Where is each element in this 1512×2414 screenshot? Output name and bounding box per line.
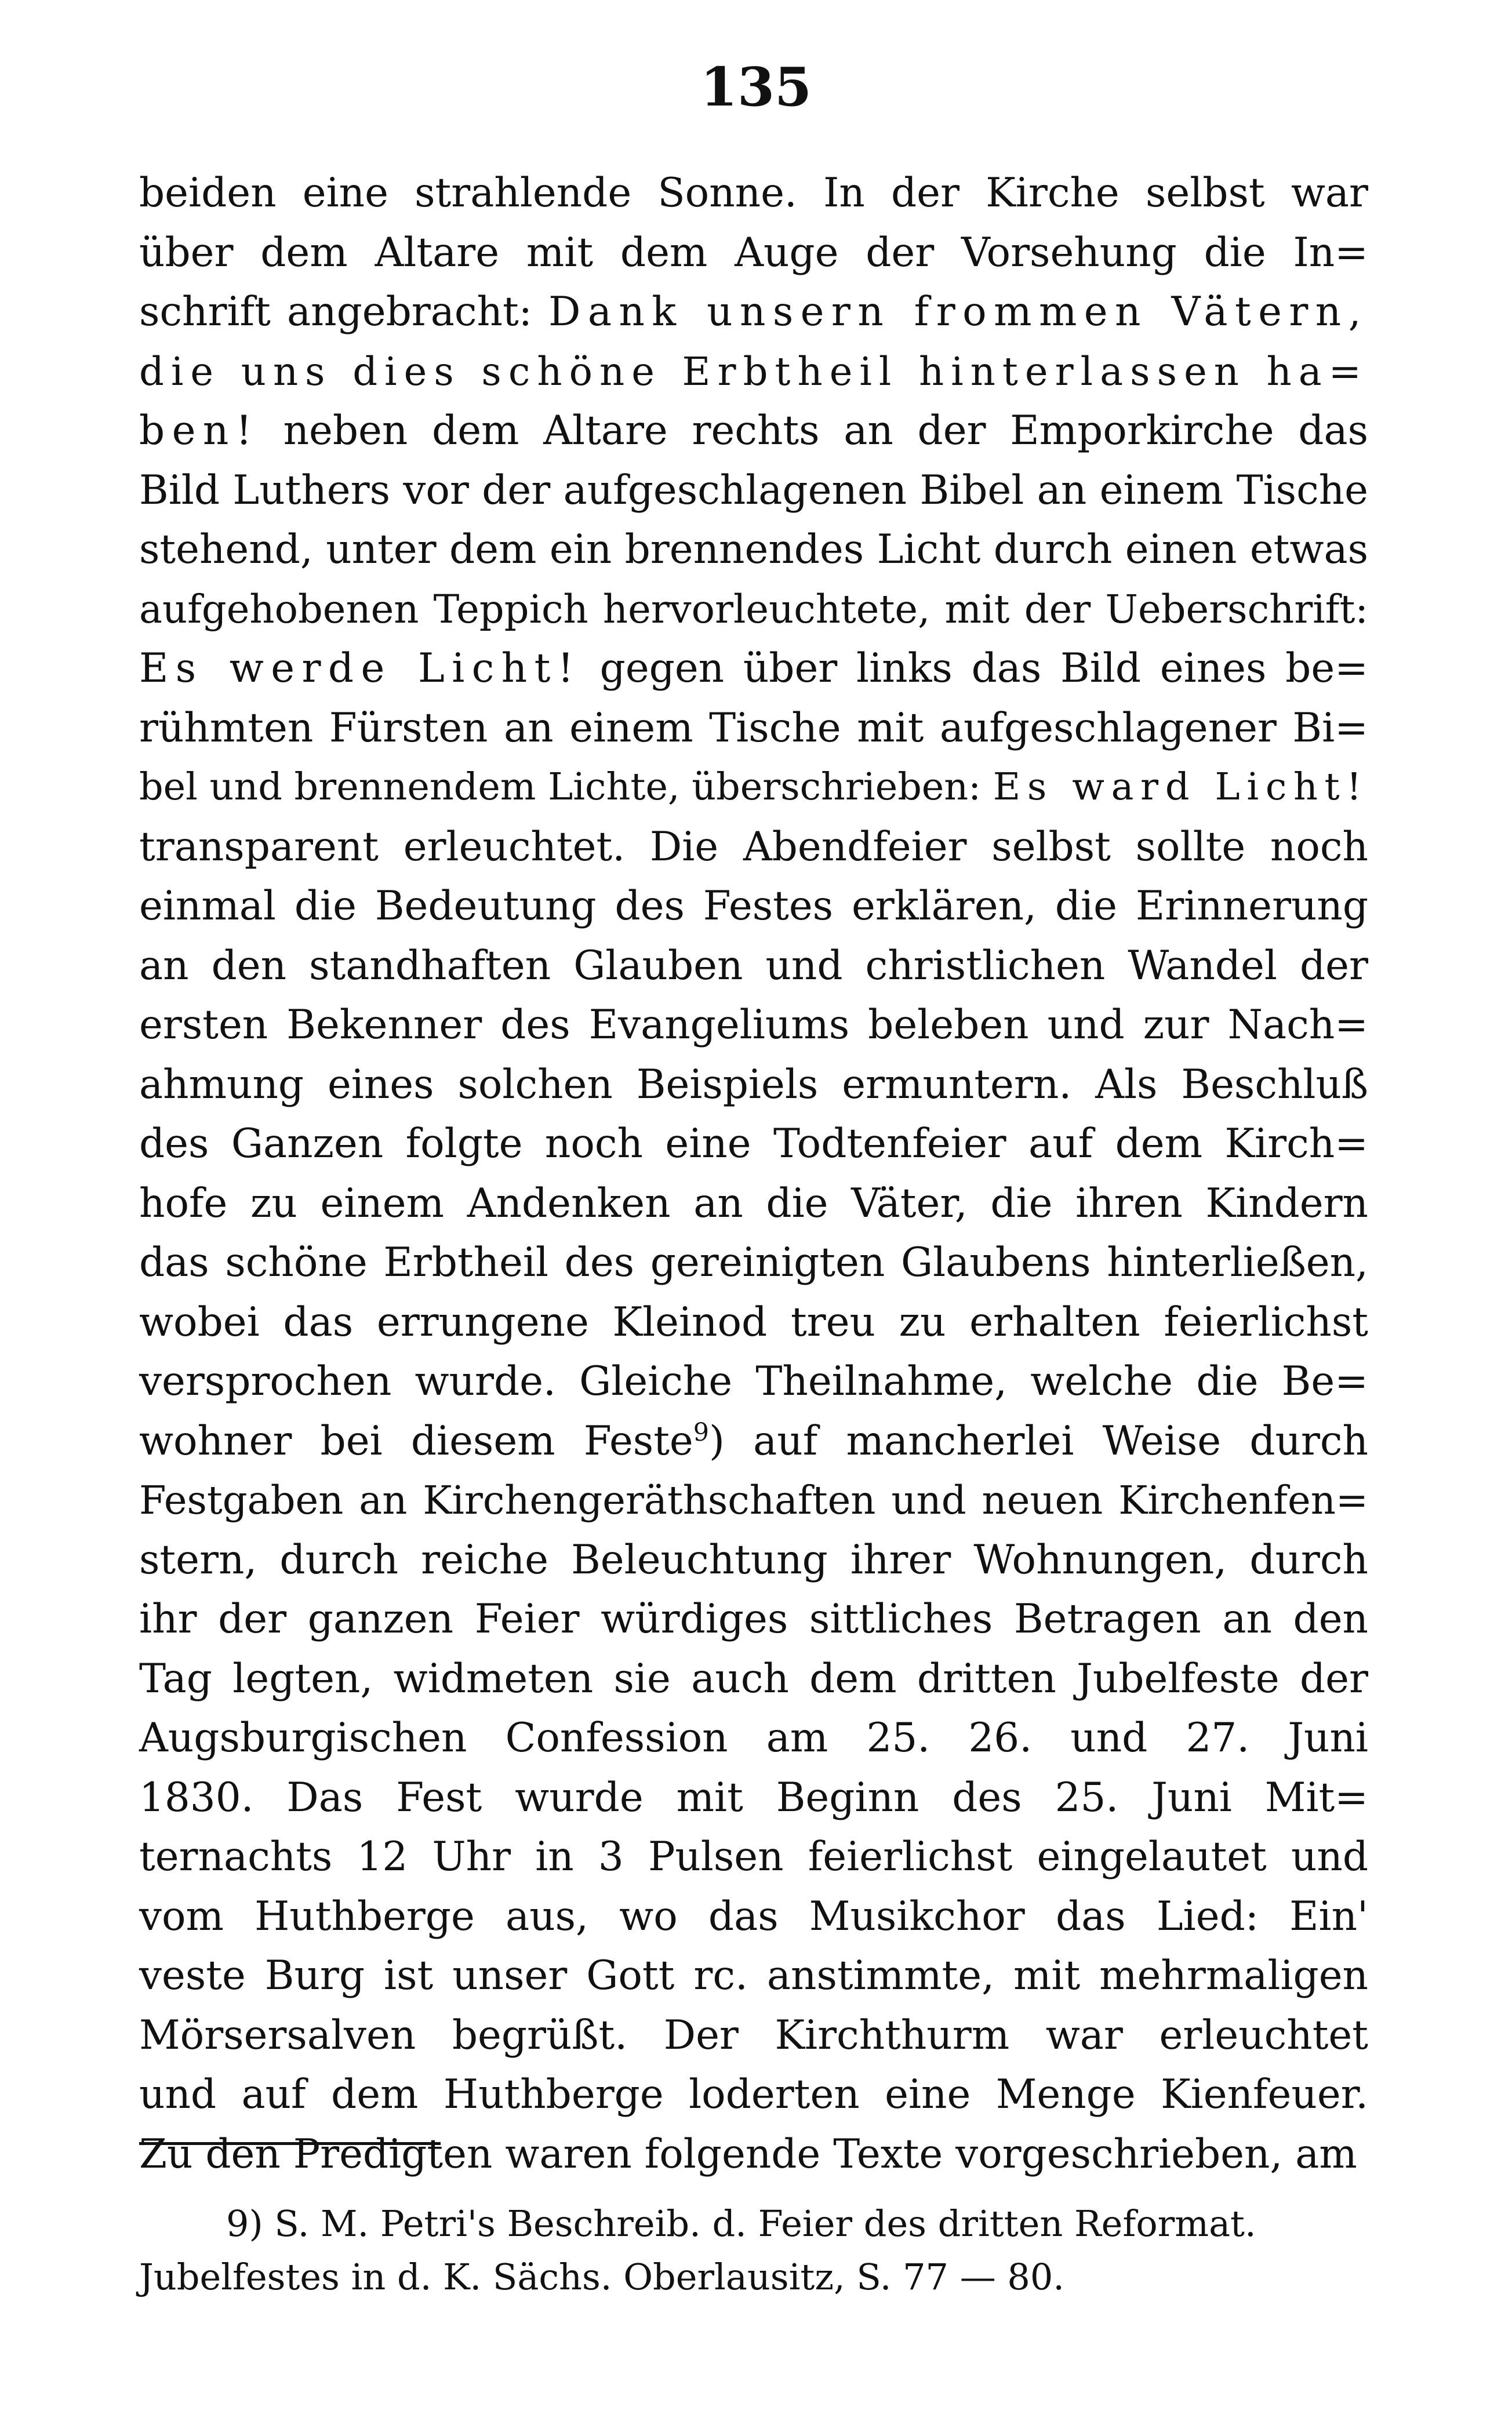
text-line [139,520,1368,580]
footnote-reference: 9 [693,1417,709,1447]
text-line [139,1471,1368,1530]
text-segment: rühmten Fürsten an einem Tische mit aufgeschlagener Bi= [139,704,1368,751]
text-segment: aufgehobenen Teppich hervorleuchtete, mit der Ueberschrift: [139,586,1368,632]
text-segment: das schöne Erbtheil des gereinigten Glaubens hinterließen, [139,1239,1368,1286]
text-line [139,1412,1368,1471]
text-segment: beiden eine strahlende Sonne. In der Kirche selbst war [139,170,1368,216]
text-line [139,461,1368,521]
text-line [139,639,1368,699]
emphasized-text: die uns dies schöne Erbtheil hinterlassen ha= [139,348,1368,394]
text-line [139,1708,1368,1768]
text-line [139,936,1368,996]
text-line [139,1590,1368,1649]
text-line [139,699,1368,758]
text-line [139,1055,1368,1115]
text-line [139,2065,1368,2125]
text-line [139,817,1368,877]
text-segment: stehend, unter dem ein brennendes Licht durch einen etwas [139,526,1368,573]
text-line [139,1174,1368,1234]
text-segment: über dem Altare mit dem Auge der Vorsehung die In= [139,229,1368,276]
text-segment: versprochen wurde. Gleiche Theilnahme, welche die Be= [139,1358,1368,1405]
text-line [139,282,1368,342]
text-line [139,1114,1368,1174]
footnote-line: Jubelfestes in d. K. Sächs. Oberlausitz, S. 77 — 80. [139,2256,1065,2298]
text-segment: einmal die Bedeutung des Festes erklären, die Erinnerung [139,883,1368,929]
text-line [139,1827,1368,1887]
text-segment: bel und brennendem Lichte, überschrieben: [139,765,993,809]
text-line [139,163,1368,223]
text-segment: ) auf mancherlei Weise durch [708,1417,1368,1464]
text-segment: Zu den Predigten waren folgende Texte vorgeschrieben, am [139,2131,1357,2177]
text-line [139,2006,1368,2066]
text-line [139,1768,1368,1828]
footnotes [139,2197,1368,2304]
text-line [139,2125,1368,2184]
text-segment: gegen über links das Bild eines be= [580,645,1368,692]
text-line [139,342,1368,402]
text-segment: hofe zu einem Andenken an die Väter, die ihren Kindern [139,1180,1368,1227]
footnote-line: 9) S. M. Petri's Beschreib. d. Feier des dritten Reformat. [226,2202,1256,2245]
emphasized-text: Es ward Licht! [993,765,1369,809]
text-line [139,401,1368,461]
text-line [139,1352,1368,1412]
text-line [139,1946,1368,2006]
text-line [139,580,1368,639]
text-segment: schrift angebracht: [139,289,549,335]
text-line [139,1233,1368,1293]
text-line [139,1887,1368,1947]
text-segment: neben dem Altare rechts an der Emporkirche das [259,408,1368,454]
emphasized-text: Es werde Licht! [139,645,581,692]
text-segment: ahmung eines solchen Beispiels ermuntern. Als Beschluß [139,1061,1368,1108]
text-segment: 1830. Das Fest wurde mit Beginn des 25. Juni Mit= [139,1774,1368,1821]
text-segment: Festgaben an Kirchengeräthschaften und neuen Kirchenfen= [139,1478,1368,1523]
footnote-divider [139,2142,441,2145]
text-segment: ersten Bekenner des Evangeliums beleben und zur Nach= [139,1002,1368,1048]
text-segment: transparent erleuchtet. Die Abendfeier selbst sollte noch [139,823,1368,870]
text-segment: an den standhaften Glauben und christlichen Wandel der [139,942,1368,989]
emphasized-text: ben! [139,408,259,454]
text-segment: Tag legten, widmeten sie auch dem dritten Jubelfeste der [139,1655,1368,1702]
text-segment: ihr der ganzen Feier würdiges sittliches Betragen an den [139,1596,1368,1642]
text-segment: veste Burg ist unser Gott rc. anstimmte, mit mehrmaligen [139,1953,1368,1999]
text-segment: Augsburgischen Confession am 25. 26. und 27. Juni [139,1715,1368,1761]
text-segment: Mörsersalven begrüßt. Der Kirchthurm war erleuchtet [139,2012,1368,2059]
page-number: 135 [700,56,812,118]
emphasized-text: Dank unsern frommen Vätern, [548,289,1368,335]
text-segment: vom Huthberge aus, wo das Musikchor das Lied: Ein' [139,1893,1368,1940]
text-segment: und auf dem Huthberge loderten eine Menge Kienfeuer. [139,2071,1368,2118]
text-line [139,877,1368,936]
text-segment: Bild Luthers vor der aufgeschlagenen Bibel an einem Tische [139,467,1368,514]
text-line [139,995,1368,1055]
text-segment: ternachts 12 Uhr in 3 Pulsen feierlichst eingelautet und [139,1834,1368,1880]
text-line [139,758,1368,817]
text-segment: des Ganzen folgte noch eine Todtenfeier auf dem Kirch= [139,1121,1368,1167]
text-line [139,223,1368,283]
text-segment: stern, durch reiche Beleuchtung ihrer Wohnungen, durch [139,1536,1368,1583]
text-line [139,1293,1368,1353]
text-segment: wohner bei diesem Feste [139,1417,693,1464]
text-line [139,1530,1368,1590]
text-line [139,1649,1368,1709]
main-text [139,163,1368,2184]
text-segment: wobei das errungene Kleinod treu zu erhalten feierlichst [139,1299,1368,1346]
